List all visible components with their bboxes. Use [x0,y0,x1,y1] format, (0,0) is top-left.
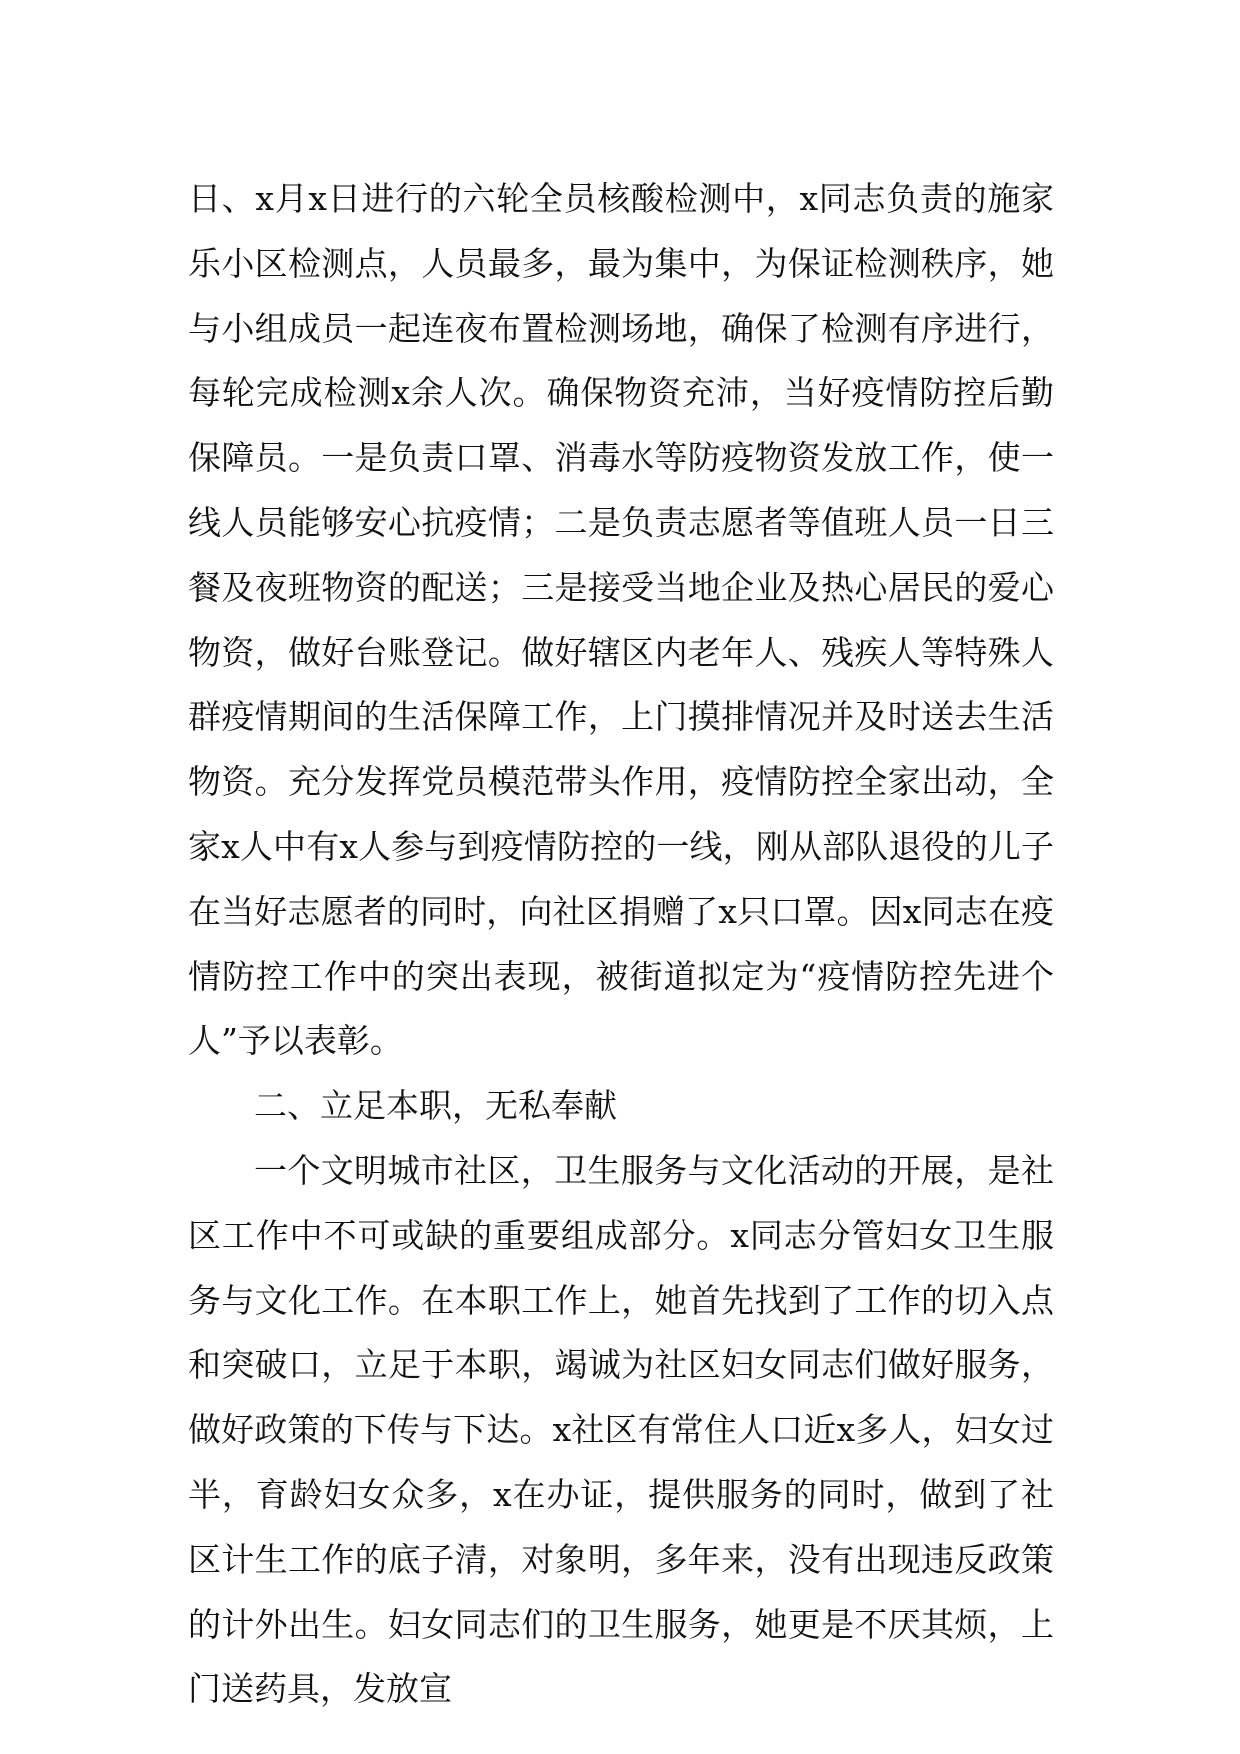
section-heading-2: 二、立足本职，无私奉献 [254,1086,617,1126]
paragraph-continued-epidemic-work: 日、x月x日进行的六轮全员核酸检测中，x同志负责的施家乐小区检测点，人员最多，最为集中，为保证检测秩序，她与小组成员一起连夜布置检测场地，确保了检测有序进行，每轮完成检测x余人次。确保物资充沛，当好疫情防控后勤保障员。一是负责口罩、消毒水等防疫物资发放工作，使一线人员能够安心抗疫情；二是负责志愿者等值班人员一日三餐及夜班物资的配送；三是接受当地企业及热心居民的爱心物资，做好台账登记。做好辖区内老年人、残疾人等特殊人群疫情期间的生活保障工作，上门摸排情况并及时送去生活物资。充分发挥党员模范带头作用，疫情防控全家出动，全家x人中有x人参与到疫情防控的一线，刚从部队退役的儿子在当好志愿者的同时，向社区捐赠了x只口罩。因x同志在疫情防控工作中的突出表现，被街道拟定为“疫情防控先进个人”予以表彰。 [188,179,1054,1061]
document-body [188,167,1054,1722]
paragraph-community-service: 一个文明城市社区，卫生服务与文化活动的开展，是社区工作中不可或缺的重要组成部分。x同志分管妇女卫生服务与文化工作。在本职工作上，她首先找到了工作的切入点和突破口，立足于本职，竭诚为社区妇女同志们做好服务，做好政策的下传与下达。x社区有常住人口近x多人，妇女过半，育龄妇女众多，x在办证，提供服务的同时，做到了社区计生工作的底子清，对象明，多年来，没有出现违反政策的计外出生。妇女同志们的卫生服务，她更是不厌其烦，上门送药具，发放宣 [188,1150,1054,1709]
